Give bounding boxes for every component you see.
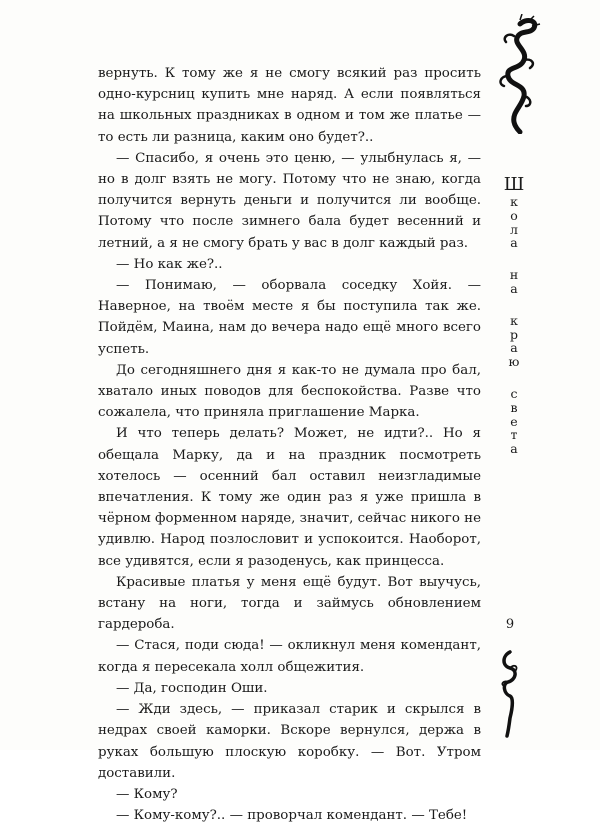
title-letter: н [509,267,519,283]
title-letter: а [510,235,518,251]
paragraph-4: — Понимаю, — оборвала соседку Хойя. — Наверное, на твоём месте я бы поступила так же. Пойдём, Маина, нам до вечера надо ещё много всего успеть. [98,278,481,357]
title-letter: ю [508,354,520,370]
title-letter: а [510,280,518,296]
page-number: 9 [505,617,515,632]
paragraph-9: — Да, господин Оши. [116,680,268,696]
title-letter: р [509,326,518,342]
title-letter: Ш [503,174,525,195]
body-text [98,63,481,826]
title-letter: е [510,413,518,429]
running-title-vertical [499,175,529,474]
paragraph-11: — Кому? [116,786,178,802]
paragraph-1: вернуть. К тому же я не смогу всякий раз просить одно-курсниц купить мне наряд. А если появляться на школьных праздниках в одном и том же платье — то есть ли разница, каким оно будет?.. [98,66,481,145]
paragraph-12: — Кому-кому?.. — проворчал комендант. — Тебе! [116,808,468,824]
title-word-on [510,268,518,296]
title-letter: а [510,340,518,356]
title-letter: в [510,399,518,415]
title-letter: к [510,312,518,328]
title-letter: а [510,441,518,457]
title-word-edge [509,314,520,369]
paragraph-10: — Жди здесь, — приказал старик и скрылся в недрах своей каморки. Вскоре вернулся, держа в руках большую плоскую коробку. — Вот. Утром доставили. [98,702,481,781]
title-word-world [510,387,517,456]
paragraph-8: — Стася, поди сюда! — окликнул меня комендант, когда я пересекала холл общежития. [98,638,481,675]
paragraph-6: И что теперь делать? Может, не идти?.. Но я обещала Марку, да и на праздник посмотреть хотелось — осенний бал оставил неизгладимые впечатления. К тому же один раз я уже пришла в чёрном форменном наряде, значит, сейчас никого не удивлю. Народ позлословит и успокоится. Наоборот, все удивятся, если я разоденусь, как принцесса. [98,426,481,569]
title-letter: л [510,221,518,237]
title-letter: о [510,207,518,223]
title-letter: т [510,427,518,443]
paragraph-7: Красивые платья у меня ещё будут. Вот выучусь, встану на ноги, тогда и займусь обновлением гардероба. [98,574,481,633]
paragraph-3: — Но как же?.. [116,256,223,272]
title-letter: к [510,194,518,209]
dragon-ornament-bottom-icon [494,648,524,738]
title-letter: с [510,385,518,401]
paragraph-5: До сегодняшнего дня я как-то не думала про бал, хватало иных поводов для беспокойства. Разве что сожалела, что приняла приглашение Марка. [98,362,481,421]
title-word-school [504,175,525,250]
paragraph-2: — Спасибо, я очень это ценю, — улыбнулась я, — но в долг взять не могу. Потому что не знаю, когда получится вернуть деньги и получится ли вообще. Потому что после зимнего бала будет весенний и летний, а я не смогу брать у вас в долг каждый раз. [98,150,481,251]
